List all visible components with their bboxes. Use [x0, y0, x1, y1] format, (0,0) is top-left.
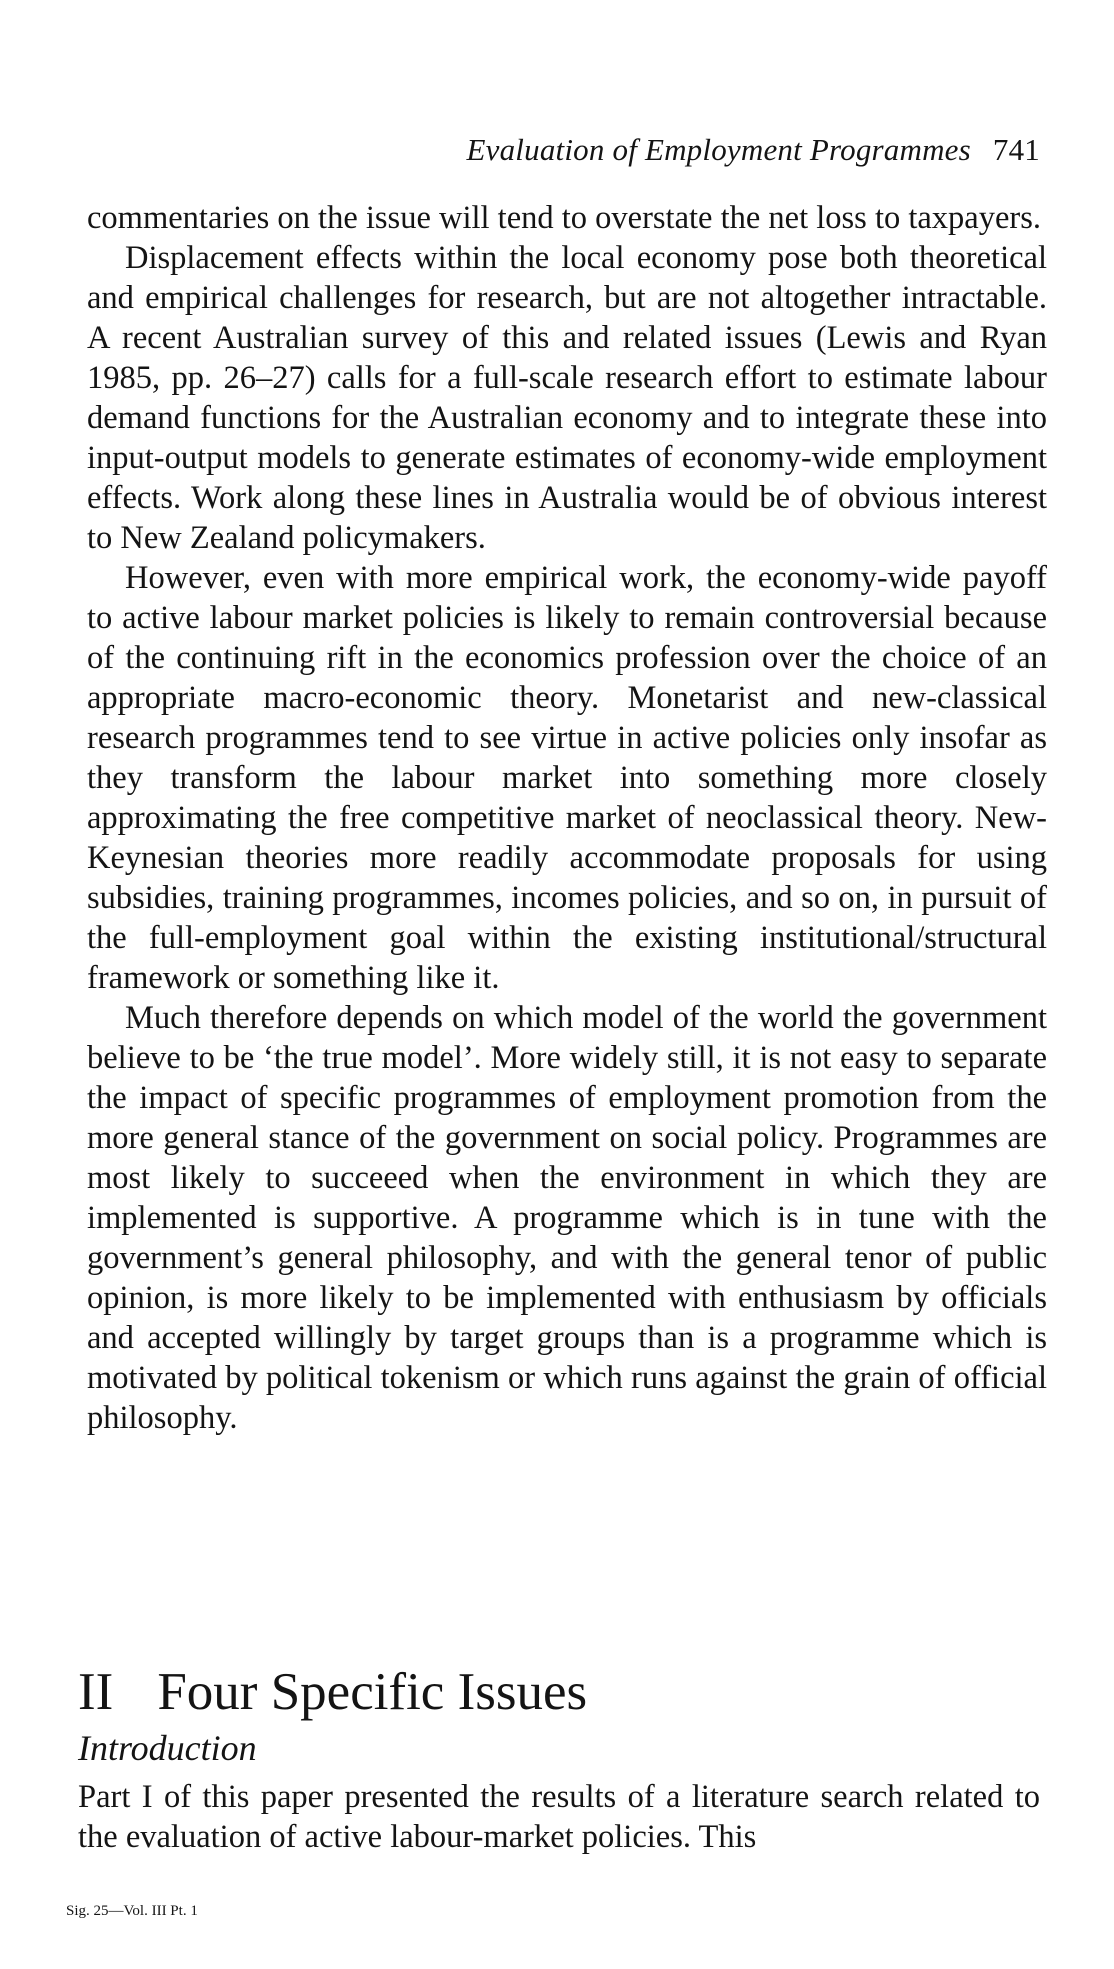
section-title: Four Specific Issues: [157, 1663, 588, 1721]
signature-mark: Sig. 25—Vol. III Pt. 1: [66, 1903, 198, 1919]
subsection-heading: Introduction: [78, 1728, 257, 1768]
paragraph-true-model: Much therefore depends on which model of the world the government believe to be ‘the true model’. More widely still, it is not easy to separate the impact of specific programmes of employment promotion from the more general stance of the government on social policy. Programmes are most likely to succeeed when the environment in which they are implemented is supportive. A programme which is in tune with the government’s general philosophy, and with the general tenor of public opinion, is more likely to be implemented with enthusiasm by officials and accepted willingly by target groups than is a programme which is motivated by political tokenism or which runs against the grain of official philosophy.: [87, 1000, 1047, 1436]
section-number: II: [78, 1663, 114, 1721]
section-body-text: [78, 1777, 1040, 1857]
page-number: 741: [992, 132, 1040, 167]
paragraph-displacement: Displacement effects within the local economy pose both theoretical and empirical challenges for research, but are not altogether intractable. A recent Australian survey of this and related issues (Lewis and Ryan 1985, pp. 26–27) calls for a full-scale research effort to estimate labour demand functions for the Australian economy and to integrate these into input-output models to generate estimates of economy-wide employment effects. Work along these lines in Australia would be of obvious interest to New Zealand policymakers.: [87, 240, 1047, 556]
paragraph-macro-theory: However, even with more empirical work, the economy-wide payoff to active labour market policies is likely to remain controversial because of the continuing rift in the economics profession over the choice of an appropriate macro-economic theory. Monetarist and new-classical research programmes tend to see virtue in active policies only insofar as they transform the labour market into something more closely approximating the free competitive market of neoclassical theory. New-Keynesian theories more readily accommodate proposals for using subsidies, training programmes, incomes policies, and so on, in pursuit of the full-employment goal within the existing institutional/structural framework or something like it.: [87, 560, 1047, 996]
body-text: [87, 198, 1047, 1438]
running-title: Evaluation of Employment Programmes: [466, 132, 971, 167]
paragraph-continuation: commentaries on the issue will tend to overstate the net loss to taxpayers.: [87, 200, 1042, 236]
paragraph-introduction: Part I of this paper presented the results of a literature search related to the evaluation of active labour-market policies. This: [78, 1779, 1040, 1855]
running-head: [467, 132, 1040, 168]
section-heading: [78, 1660, 587, 1724]
